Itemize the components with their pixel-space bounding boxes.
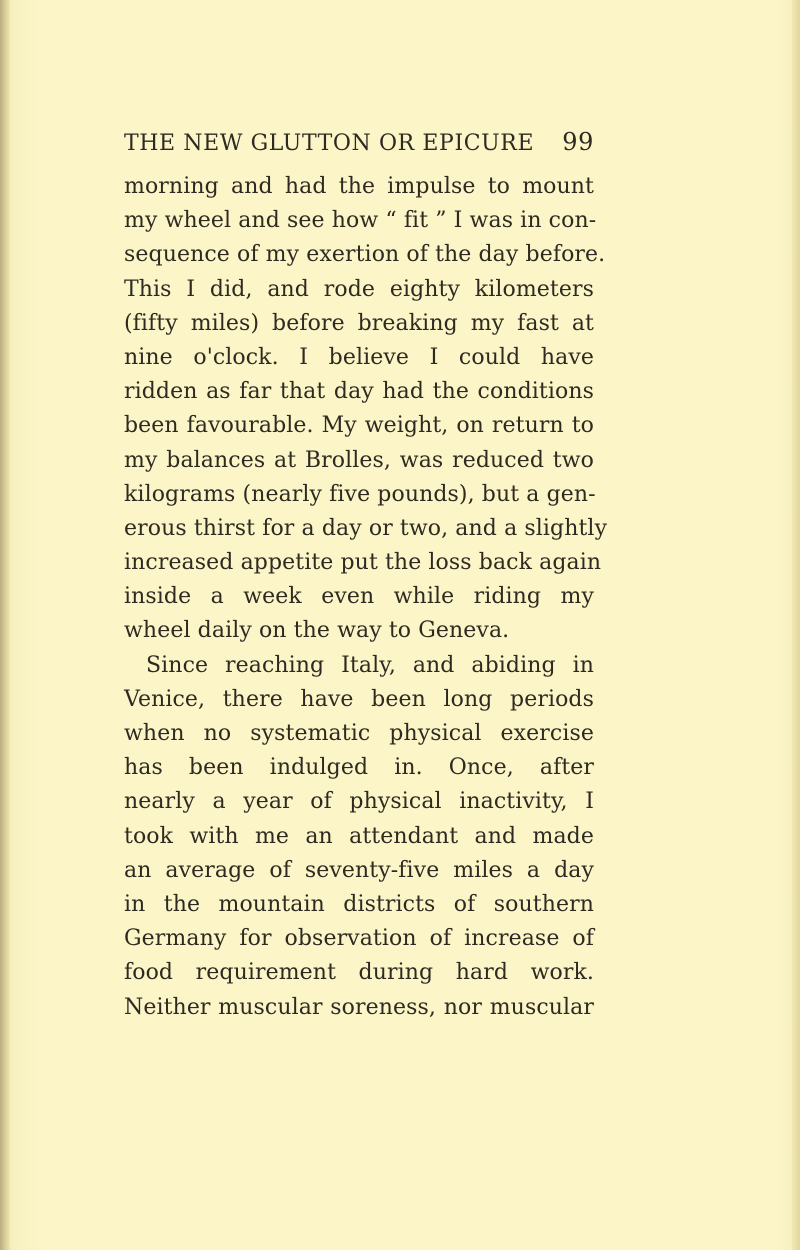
text-line: kilograms (nearly five pounds), but a gen- (124, 481, 596, 507)
running-head (124, 128, 594, 162)
running-title: THE NEW GLUTTON OR EPICURE (124, 131, 535, 156)
text-line: increased appetite put the loss back again (124, 550, 602, 576)
text-line: Germany for observation of increase of (124, 926, 594, 952)
text-line: ridden as far that day had the conditions (124, 379, 594, 405)
text-line: took with me an attendant and made (124, 823, 594, 849)
text-line: nearly a year of physical inactivity, I (124, 789, 594, 815)
body-text (124, 170, 608, 1025)
text-line: (fifty miles) before breaking my fast at (124, 310, 594, 336)
page-number: 99 (562, 128, 594, 156)
text-line: an average of seventy-five miles a day (124, 857, 594, 883)
text-line: erous thirst for a day or two, and a slightly (124, 515, 608, 541)
text-line: Venice, there have been long periods (124, 686, 594, 712)
text-line: in the mountain districts of southern (124, 891, 594, 917)
text-line: wheel daily on the way to Geneva. (124, 618, 510, 644)
text-line: morning and had the impulse to mount (124, 174, 594, 199)
text-line: has been indulged in. Once, after (124, 755, 594, 781)
text-line: Neither muscular soreness, nor muscular (124, 994, 594, 1020)
page-gutter-shadow (0, 0, 10, 1250)
text-line: food requirement during hard work. (124, 960, 594, 986)
text-line: Since reaching Italy, and abiding in (146, 652, 594, 678)
text-line: been favourable. My weight, on return to (124, 413, 594, 439)
text-line: This I did, and rode eighty kilometers (124, 276, 594, 302)
text-line: when no systematic physical exercise (124, 721, 594, 746)
page-edge-shadow (792, 0, 800, 1250)
text-line: inside a week even while riding my (124, 584, 594, 610)
text-line: sequence of my exertion of the day before. (124, 242, 606, 268)
text-line: my wheel and see how “ fit ” I was in con- (124, 208, 597, 234)
text-line: nine o'clock. I believe I could have (124, 344, 594, 370)
text-line: my balances at Brolles, was reduced two (124, 447, 594, 473)
